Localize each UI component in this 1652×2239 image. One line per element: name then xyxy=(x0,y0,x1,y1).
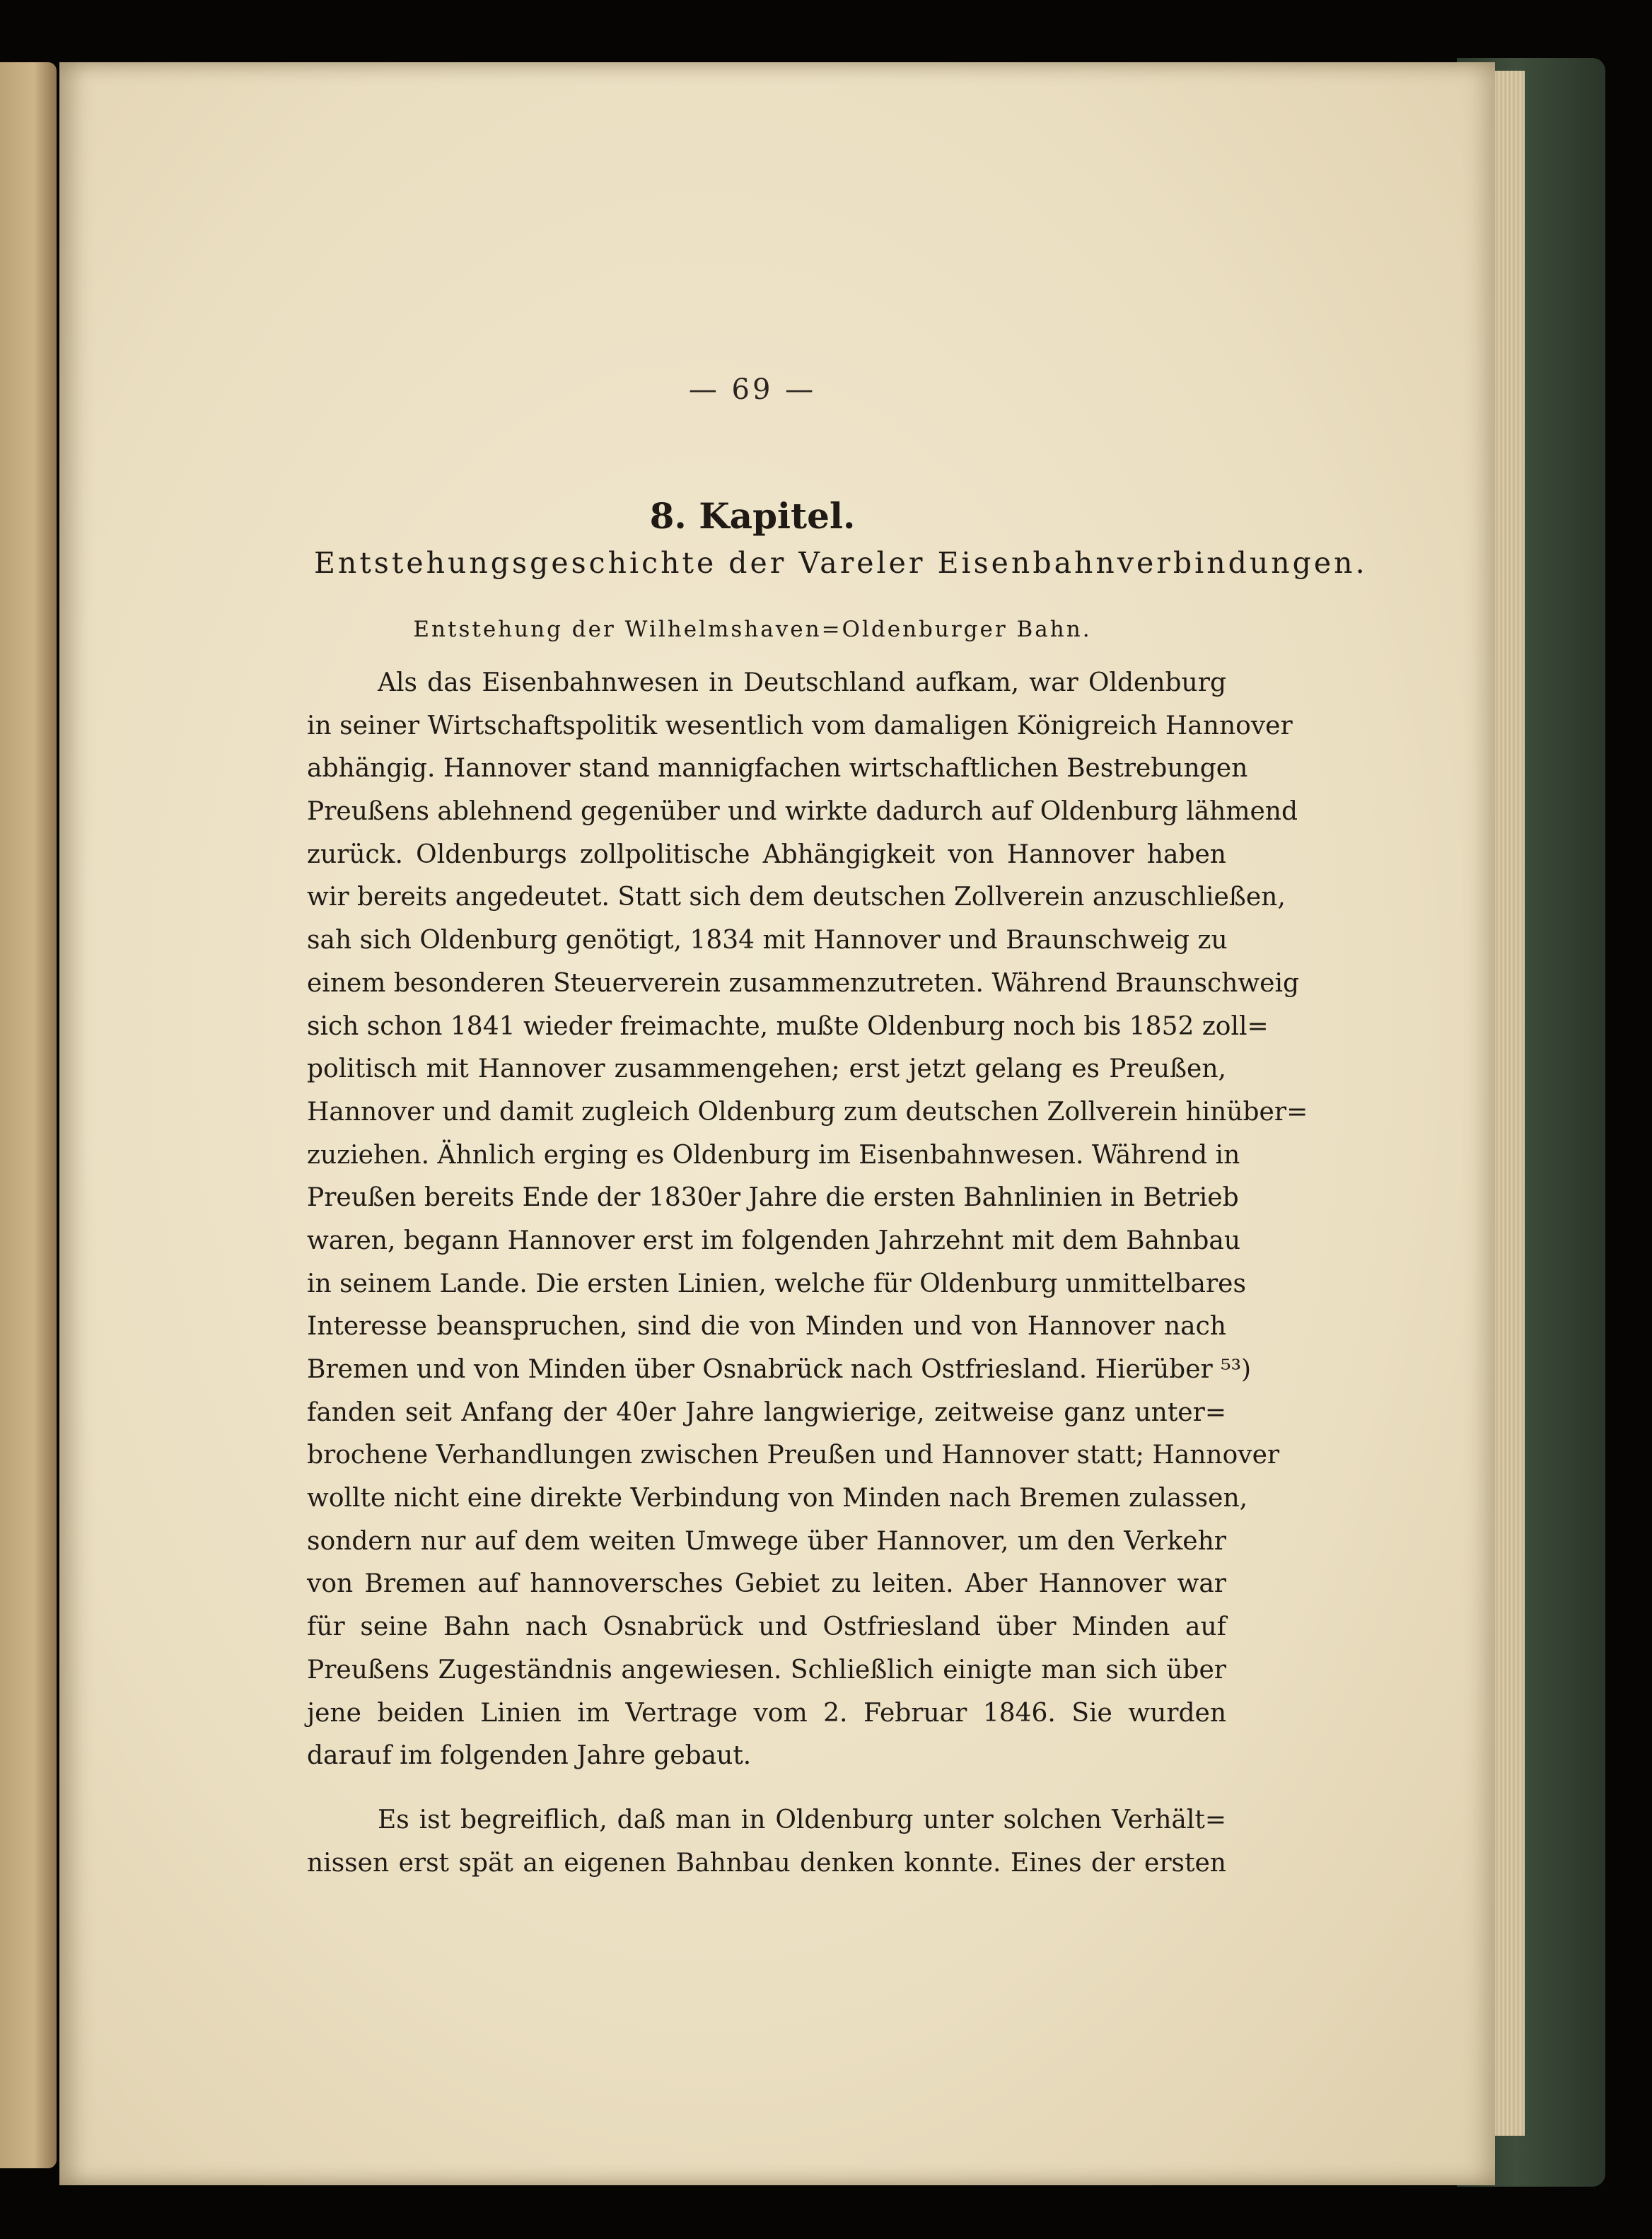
text-line: abhängig. Hannover stand mannigfachen wirtschaftlichen Bestrebungen xyxy=(307,754,1248,784)
text-line: brochene Verhandlungen zwischen Preußen und Hannover statt; Hannover xyxy=(307,1441,1280,1470)
text-line: Bremen und von Minden über Osnabrück nach Ostfriesland. Hierüber ⁵³) xyxy=(307,1355,1252,1384)
text-line: jene beiden Linien im Vertrage vom 2. Februar 1846. Sie wurden xyxy=(307,1698,1226,1728)
text-line: von Bremen auf hannoversches Gebiet zu leiten. Aber Hannover war xyxy=(307,1569,1226,1599)
text-line: in seinem Lande. Die ersten Linien, welche für Oldenburg unmittelbares xyxy=(307,1269,1246,1298)
text-line: zurück. Oldenburgs zollpolitische Abhängigkeit von Hannover haben xyxy=(307,839,1226,869)
text-line: nissen erst spät an eigenen Bahnbau denken konnte. Eines der ersten xyxy=(307,1848,1226,1878)
text-line: für seine Bahn nach Osnabrück und Ostfriesland über Minden auf xyxy=(307,1612,1226,1642)
text-line: Preußens ablehnend gegenüber und wirkte dadurch auf Oldenburg lähmend xyxy=(307,797,1298,827)
text-line: sondern nur auf dem weiten Umwege über Hannover, um den Verkehr xyxy=(307,1526,1226,1556)
text-line: sah sich Oldenburg genötigt, 1834 mit Hannover und Braunschweig zu xyxy=(307,926,1228,955)
text-line: einem besonderen Steuerverein zusammenzutreten. Während Braunschweig xyxy=(307,968,1300,998)
body-text xyxy=(307,662,1308,1885)
text-line: Interesse beanspruchen, sind die von Minden und von Hannover nach xyxy=(307,1312,1226,1342)
text-line: Preußen bereits Ende der 1830er Jahre die ersten Bahnlinien in Betrieb xyxy=(307,1183,1239,1213)
facing-page-edge xyxy=(0,62,57,2168)
section-subtitle: Entstehung der Wilhelmshaven=Oldenburger Bahn. xyxy=(413,617,1092,642)
text-line: zuziehen. Ähnlich erging es Oldenburg im Eisenbahnwesen. Während in xyxy=(307,1140,1240,1170)
chapter-title: Entstehungsgeschichte der Vareler Eisenbahnverbindungen. xyxy=(314,546,1368,580)
text-line: Es ist begreiflich, daß man in Oldenburg unter solchen Verhält= xyxy=(378,1805,1226,1834)
text-line: wir bereits angedeutet. Statt sich dem deutschen Zollverein anzuschließen, xyxy=(307,883,1286,912)
text-line: Preußens Zugeständnis angewiesen. Schließlich einigte man sich über xyxy=(307,1655,1226,1685)
text-line: politisch mit Hannover zusammengehen; erst jetzt gelang es Preußen, xyxy=(307,1054,1226,1084)
text-line: darauf im folgenden Jahre gebaut. xyxy=(307,1741,752,1771)
text-line: wollte nicht eine direkte Verbindung von Minden nach Bremen zulassen, xyxy=(307,1484,1248,1513)
text-line: Als das Eisenbahnwesen in Deutschland aufkam, war Oldenburg xyxy=(378,668,1226,697)
text-line: fanden seit Anfang der 40er Jahre langwierige, zeitweise ganz unter= xyxy=(307,1397,1226,1427)
text-line: in seiner Wirtschaftspolitik wesentlich vom damaligen Königreich Hannover xyxy=(307,711,1293,740)
page-number: — 69 — xyxy=(688,373,817,406)
text-line: Hannover und damit zugleich Oldenburg zum deutschen Zollverein hinüber= xyxy=(307,1097,1308,1127)
text-line: waren, begann Hannover erst im folgenden Jahrzehnt mit dem Bahnbau xyxy=(307,1226,1241,1255)
chapter-heading: 8. Kapitel. xyxy=(649,495,856,537)
text-line: sich schon 1841 wieder freimachte, mußte Oldenburg noch bis 1852 zoll= xyxy=(307,1011,1269,1041)
book-page xyxy=(59,62,1495,2185)
